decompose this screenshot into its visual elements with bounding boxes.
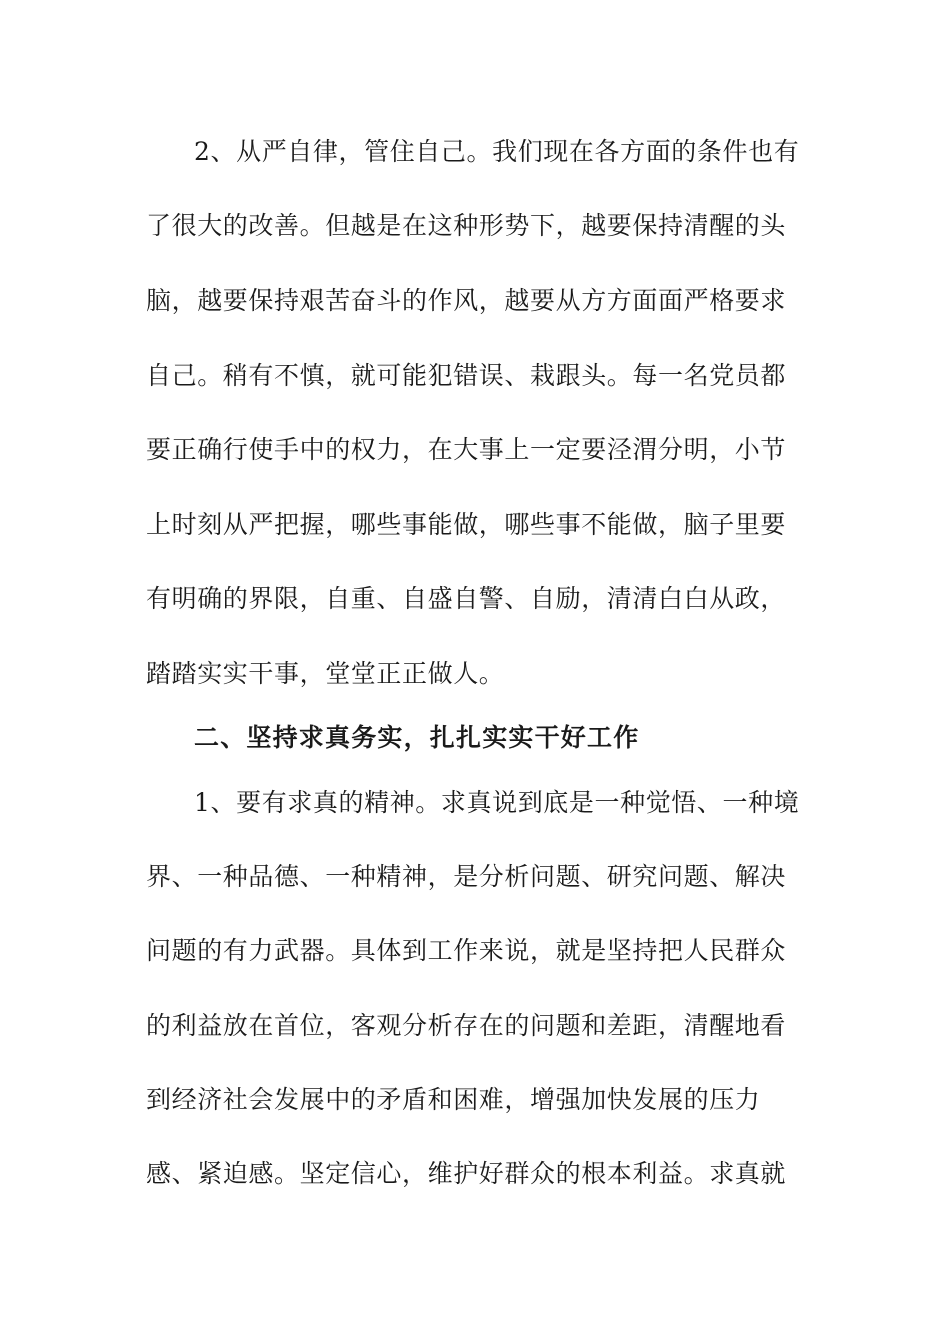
paragraph-line: 界、一种品德、一种精神，是分析问题、研究问题、解决 — [146, 862, 787, 891]
paragraph-line: 要正确行使手中的权力，在大事上一定要泾渭分明，小节 — [146, 435, 787, 464]
paragraph-line: 有明确的界限，自重、自盛自警、自励，清清白白从政， — [146, 584, 787, 613]
paragraph-line: 2、从严自律，管住自己。我们现在各方面的条件也有 — [194, 137, 800, 166]
paragraph-line: 问题的有力武器。具体到工作来说，就是坚持把人民群众 — [146, 936, 787, 965]
paragraph-line: 上时刻从严把握，哪些事能做，哪些事不能做，脑子里要 — [146, 510, 787, 539]
paragraph-line: 了很大的改善。但越是在这种形势下，越要保持清醒的头 — [146, 211, 787, 240]
paragraph-line: 踏踏实实干事，堂堂正正做人。 — [146, 659, 505, 688]
paragraph-line: 到经济社会发展中的矛盾和困难，增强加快发展的压力 — [146, 1085, 761, 1114]
paragraph-line: 自己。稍有不慎，就可能犯错误、栽跟头。每一名党员都 — [146, 361, 787, 390]
paragraph-line: 感、紧迫感。坚定信心，维护好群众的根本利益。求真就 — [146, 1159, 787, 1188]
section-heading: 二、坚持求真务实，扎扎实实干好工作 — [194, 723, 640, 752]
paragraph-line: 的利益放在首位，客观分析存在的问题和差距，清醒地看 — [146, 1011, 787, 1040]
paragraph-line: 脑，越要保持艰苦奋斗的作风，越要从方方面面严格要求 — [146, 286, 787, 315]
paragraph-line: 1、要有求真的精神。求真说到底是一种觉悟、一种境 — [194, 788, 800, 817]
